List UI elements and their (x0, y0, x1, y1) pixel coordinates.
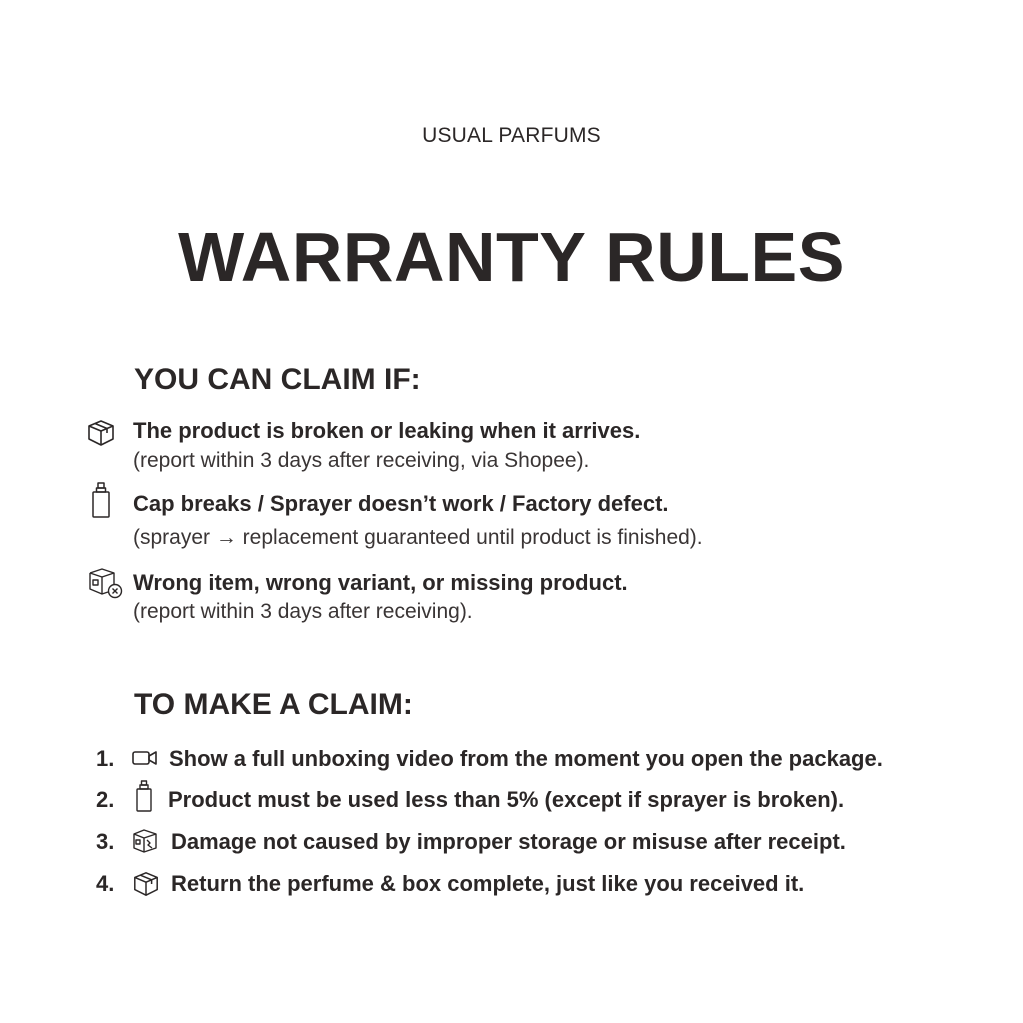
step-number: 2. (96, 787, 115, 812)
page-title: WARRANTY RULES (178, 218, 845, 296)
step-text: Return the perfume & box complete, just like you received it. (171, 871, 805, 896)
step-number: 4. (96, 871, 115, 896)
claim-step-4 (96, 870, 996, 900)
box-icon (86, 418, 126, 458)
claim-process-heading: TO MAKE A CLAIM: (134, 688, 413, 721)
step-number: 3. (96, 829, 115, 854)
step-text: Damage not caused by improper storage or misuse after receipt. (171, 829, 846, 854)
claim-condition-text: The product is broken or leaking when it arrives. (133, 418, 641, 443)
claim-condition-text: Cap breaks / Sprayer doesn’t work / Factory defect. (133, 491, 669, 516)
claim-condition-note: (report within 3 days after receiving, via Shopee). (133, 449, 590, 472)
video-camera-icon (131, 747, 159, 775)
claim-condition-note: (sprayer → replacement guaranteed until product is finished). (133, 526, 703, 549)
bottle-icon (86, 482, 126, 522)
claim-step-2 (96, 786, 996, 816)
claim-condition-wrong-item (86, 567, 986, 631)
brand-name: USUAL PARFUMS (422, 124, 601, 147)
claim-condition-defect (86, 482, 986, 556)
claim-condition-text: Wrong item, wrong variant, or missing product. (133, 570, 628, 595)
claim-step-1 (96, 745, 996, 775)
step-text: Show a full unboxing video from the moment you open the package. (169, 746, 883, 771)
claim-conditions-heading: YOU CAN CLAIM IF: (134, 363, 421, 396)
claim-condition-note: (report within 3 days after receiving). (133, 600, 473, 623)
step-text: Product must be used less than 5% (except if sprayer is broken). (168, 787, 845, 812)
wrong-package-icon (86, 567, 126, 607)
claim-step-3 (96, 828, 996, 858)
bottle-icon (132, 780, 160, 808)
damaged-box-icon (131, 828, 159, 856)
box-icon (132, 870, 160, 898)
claim-condition-broken (86, 418, 986, 478)
step-number: 1. (96, 746, 115, 771)
